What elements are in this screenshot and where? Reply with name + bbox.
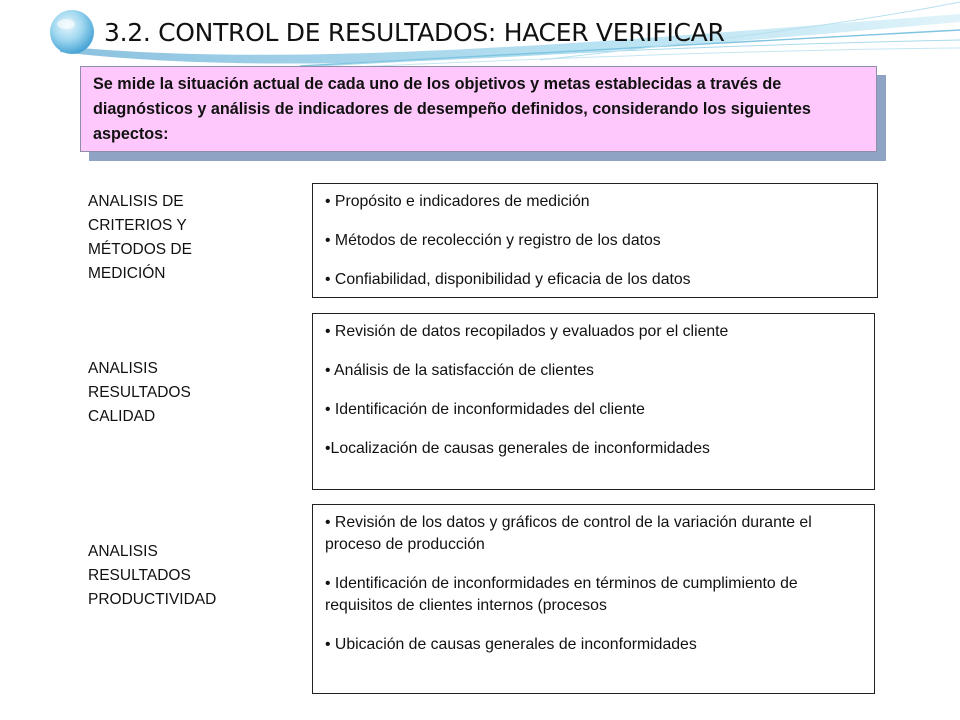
calidad-item: • Revisión de datos recopilados y evaluados por el cliente <box>325 323 729 340</box>
criterios-item: • Métodos de recolección y registro de los datos <box>325 232 661 249</box>
calidad-box <box>312 313 875 490</box>
section-label-calidad: ANALISIS RESULTADOS CALIDAD <box>88 360 191 425</box>
criterios-item: • Propósito e indicadores de medición <box>325 193 590 210</box>
criterios-box <box>312 183 878 298</box>
intro-text-box: Se mide la situación actual de cada uno de los objetivos y metas establecidas a través de diagnósticos y análisis de indicadores de desempeño definidos, considerando los siguientes aspectos: <box>80 66 877 152</box>
calidad-item: • Identificación de inconformidades del cliente <box>325 401 645 418</box>
calidad-item: •Localización de causas generales de inconformidades <box>325 440 710 457</box>
productividad-item: • Revisión de los datos y gráficos de control de la variación durante el proceso de producción <box>325 514 812 553</box>
section-label-productividad: ANALISIS RESULTADOS PRODUCTIVIDAD <box>88 543 217 608</box>
criterios-list <box>325 191 867 291</box>
section-label-criterios: ANALISIS DE CRITERIOS Y MÉTODOS DE MEDICIÓN <box>88 193 192 282</box>
calidad-list <box>325 321 864 460</box>
productividad-box <box>312 504 875 694</box>
slide-title: 3.2. CONTROL DE RESULTADOS: HACER VERIFICAR <box>104 18 725 47</box>
productividad-list <box>325 512 864 656</box>
productividad-item: • Ubicación de causas generales de inconformidades <box>325 636 697 653</box>
productividad-item: • Identificación de inconformidades en términos de cumplimiento de requisitos de clientes internos (procesos <box>325 575 798 614</box>
criterios-item: • Confiabilidad, disponibilidad y eficacia de los datos <box>325 271 691 288</box>
calidad-item: • Análisis de la satisfacción de clientes <box>325 362 594 379</box>
